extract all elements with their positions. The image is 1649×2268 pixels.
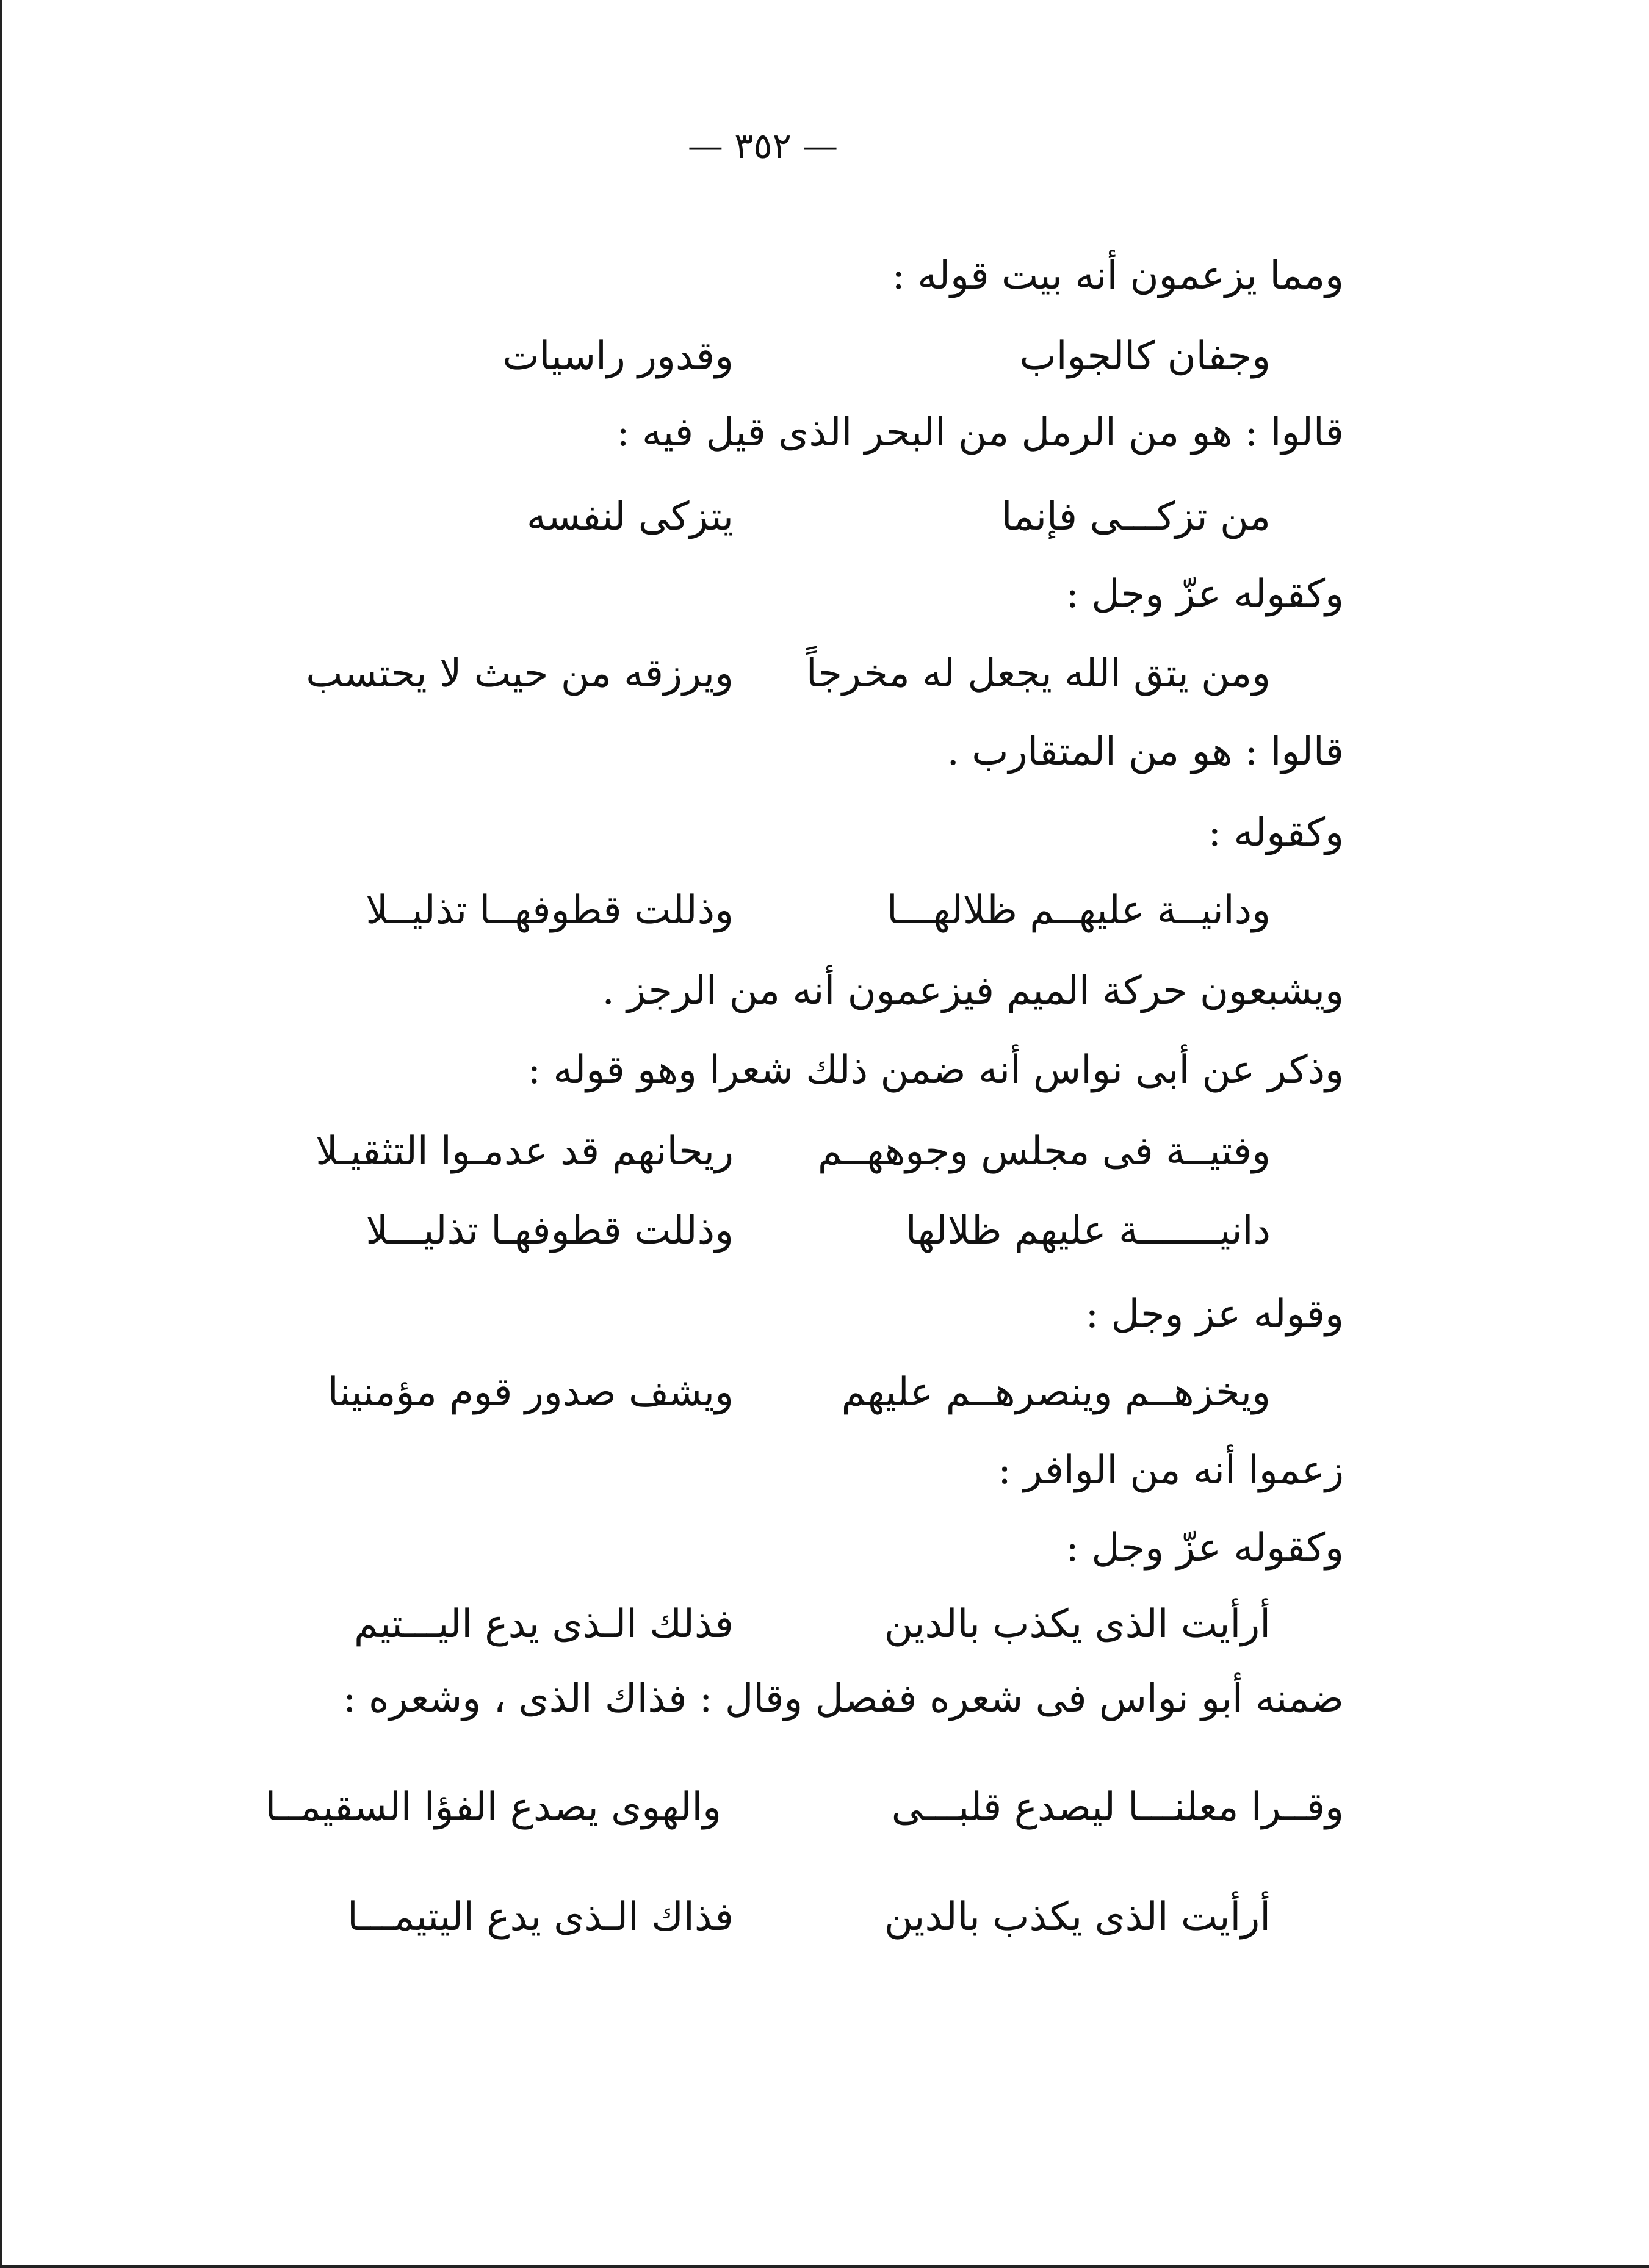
prose-line: ويشبعون حركة الميم فيزعمون أنه من الرجز . (602, 968, 1344, 1013)
verse-second-hemistich: والهوى يصدع الفؤا السقيمــا (265, 1785, 721, 1830)
verse-first-hemistich: وقــرا معلنـــا ليصدع قلبـــى (891, 1785, 1344, 1830)
prose-line: قالوا : هو من الرمل من البحر الذى قيل فيه : (616, 410, 1344, 455)
verse-first-hemistich: وجفان كالجواب (1019, 334, 1271, 379)
verse-first-hemistich: أرأيت الذى يكذب بالدين (884, 1895, 1271, 1940)
verse-second-hemistich: وذللت قطوفهـا تذليـــلا (366, 1208, 734, 1253)
page-number: — ٣٥٢ — (687, 125, 839, 167)
verse-first-hemistich: من تزكـــى فإنما (1001, 494, 1271, 539)
verse-first-hemistich: دانيـــــــة عليهم ظلالها (905, 1208, 1271, 1253)
verse-second-hemistich: فذاك الـذى يدع اليتيمـــا (347, 1895, 734, 1940)
prose-line: وقوله عز وجل : (1085, 1292, 1344, 1337)
page-edge-bottom (0, 2265, 1649, 2268)
verse-second-hemistich: وقدور راسيات (502, 334, 734, 379)
prose-line: قالوا : هو من المتقارب . (947, 729, 1344, 774)
prose-line: زعموا أنه من الوافر : (998, 1448, 1344, 1493)
verse-first-hemistich: ودانيــة عليهــم ظلالهـــا (887, 888, 1271, 933)
verse-second-hemistich: يتزكى لنفسه (526, 494, 734, 539)
verse-first-hemistich: ومن يتق الله يجعل له مخرجاً (806, 651, 1271, 696)
verse-second-hemistich: فذلك الـذى يدع اليـــتيم (353, 1602, 734, 1647)
prose-line: ضمنه أبو نواس فى شعره ففصل وقال : فذاك الذى ، وشعره : (343, 1676, 1344, 1721)
verse-first-hemistich: أرأيت الذى يكذب بالدين (884, 1602, 1271, 1647)
verse-first-hemistich: ويخزهــم وينصرهــم عليهم (841, 1370, 1271, 1415)
prose-line: ومما يزعمون أنه بيت قوله : (892, 253, 1344, 298)
verse-second-hemistich: ويشف صدور قوم مؤمنينا (327, 1370, 734, 1415)
verse-second-hemistich: ريحانهم قد عدمـوا التثقيـلا (316, 1129, 734, 1174)
page-edge-left (0, 0, 2, 2268)
prose-line: وذكر عن أبى نواس أنه ضمن ذلك شعرا وهو قوله : (527, 1048, 1344, 1093)
prose-line: وكقوله عزّ وجل : (1066, 1525, 1344, 1571)
prose-line: وكقوله عزّ وجل : (1066, 572, 1344, 617)
verse-second-hemistich: ويرزقه من حيث لا يحتسب (306, 651, 734, 696)
verse-first-hemistich: وفتيــة فى مجلس وجوههــم (817, 1129, 1271, 1174)
prose-line: وكقوله : (1208, 810, 1344, 855)
verse-second-hemistich: وذللت قطوفهــا تذليــلا (366, 888, 734, 933)
